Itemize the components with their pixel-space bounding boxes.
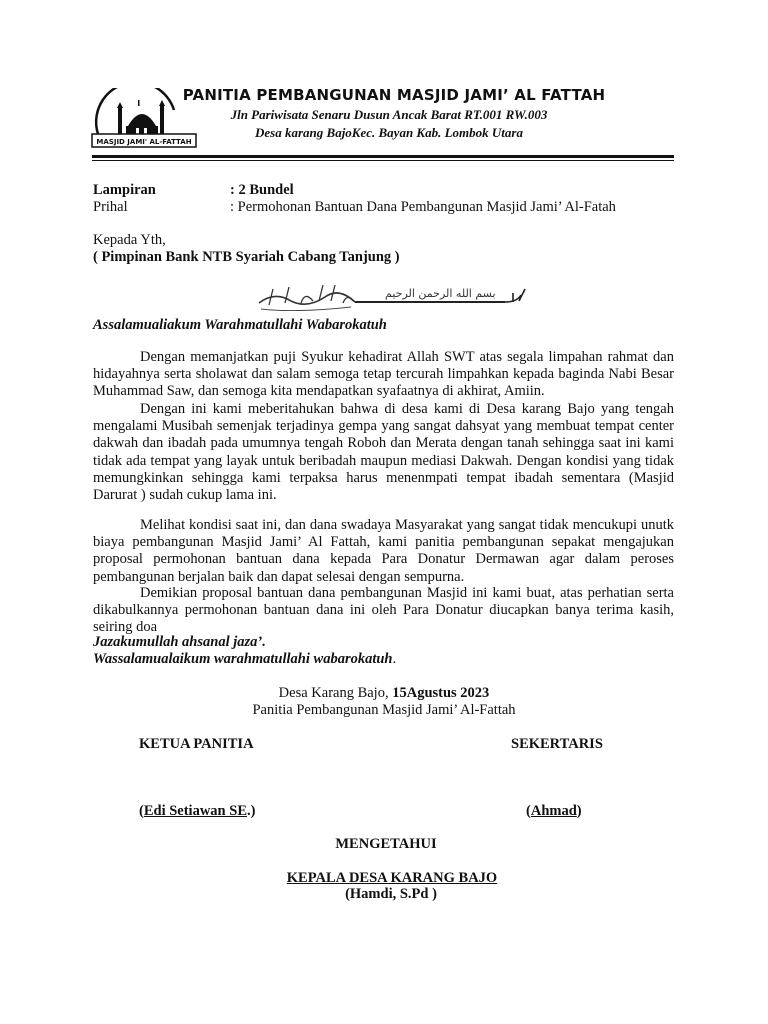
right-sign-title: SEKERTARIS <box>511 736 603 752</box>
closing-wassalam-end: . <box>392 651 397 667</box>
header-rule-thin <box>92 160 674 161</box>
recipient-greeting: Kepada Yth, <box>93 232 166 248</box>
place: Desa Karang Bajo, <box>278 685 393 701</box>
prihal-row <box>93 199 616 216</box>
prihal-value: : Permohonan Bantuan Dana Pembangunan Masjid Jami’ Al-Fatah <box>230 199 616 215</box>
recipient-name: ( Pimpinan Bank NTB Syariah Cabang Tanjung ) <box>93 249 400 265</box>
left-sign-title: KETUA PANITIA <box>139 736 254 752</box>
lampiran-row <box>93 182 294 199</box>
left-sign-name: Edi Setiawan SE <box>143 803 247 819</box>
left-sign-name-row <box>139 803 255 820</box>
village-head-title: KEPALA DESA KARANG BAJO <box>286 870 498 886</box>
lampiran-label: Lampiran <box>93 182 156 198</box>
village-head-name: (Hamdi, S.Pd ) <box>345 886 437 902</box>
left-open: ( <box>139 803 144 819</box>
bismillah-text: بسم الله الرحمن الرحيم <box>385 287 496 300</box>
acknowledge-label: MENGETAHUI <box>335 836 437 852</box>
right-sign-name: Ahmad <box>530 803 577 819</box>
address-line-2: Desa karang BajoKec. Bayan Kab. Lombok Utara <box>255 125 523 140</box>
lampiran-value: : 2 Bundel <box>230 182 294 198</box>
right-close: ) <box>576 803 582 819</box>
left-close: .) <box>247 803 256 819</box>
closing-wassalam-row <box>93 651 396 668</box>
paragraph-2: Dengan ini kami meberitahukan bahwa di desa kami di Desa karang Bajo yang tengah mengalami Musibah semenjak terjadinya gempa yang sangat dahsyat yang membuat tempat center dakwah dan ibadah pada umumnya tengah Roboh dan Merata dengan tanah sehingga saat ini kami tidak ada tempat yang layak untuk beribadah maupun mediasi Dakwah. Dengan kondisi yang tidak memungkinkan sehingga kami terpaksa harus menenmpati tempat ibadah sementara (Masjid Darurat ) sudah cukup lama ini. <box>93 401 674 504</box>
logo-text: MASJID JAMI' AL-FATTAH <box>96 138 192 146</box>
address-line-1: Jln Pariwisata Senaru Dusun Ancak Barat RT.001 RW.003 <box>230 107 548 122</box>
prihal-label: Prihal <box>93 199 128 215</box>
paragraph-4: Demikian proposal bantuan dana pembangunan Masjid ini kami buat, atas perhatian serta dikabulkannya permohonan bantuan dana ini oleh Para Donatur diucapkan banya terima kasih, seiring doa <box>93 585 674 636</box>
bismillah-calligraphy-icon <box>255 283 531 311</box>
committee-name: Panitia Pembangunan Masjid Jami’ Al-Fattah <box>252 702 516 718</box>
paragraph-3: Melihat kondisi saat ini, dan dana swadaya Masyarakat yang sangat tidak mencukupi unutk biaya pembangunan Masjid Jami’ Al Fattah, kami panitia pembangunan sepakat mengajukan proposal permohonan bantuan dana kepada Para Donatur Dermawan agar dalam peroses pembangunan berjalan baik dan dapat selesai dengan sempurna. <box>93 517 674 585</box>
date: 15Agustus 2023 <box>392 685 490 701</box>
place-date <box>0 685 768 702</box>
right-sign-name-row <box>526 803 582 820</box>
header-rule-thick <box>92 155 674 158</box>
closing-doa: Jazakumullah ahsanal jaza’. <box>93 634 266 650</box>
paragraph-1: Dengan memanjatkan puji Syukur kehadirat Allah SWT atas segala limpahan rahmat dan hidayahnya serta sholawat dan salam semoga tetap tercurah limpahkan kepada baginda Nabi Besar Muhammad Saw, dan semoga kita mendapatkan syafaatnya di akhirat, Amiin. <box>93 349 674 400</box>
org-title: PANITIA PEMBANGUNAN MASJID JAMI’ AL FATTAH <box>182 86 606 104</box>
salam: Assalamualiakum Warahmatullahi Wabarokatuh <box>93 317 387 333</box>
closing-wassalam: Wassalamualaikum warahmatullahi wabarokatuh <box>93 651 393 667</box>
acknowledge-title <box>0 870 768 887</box>
right-open: ( <box>526 803 531 819</box>
